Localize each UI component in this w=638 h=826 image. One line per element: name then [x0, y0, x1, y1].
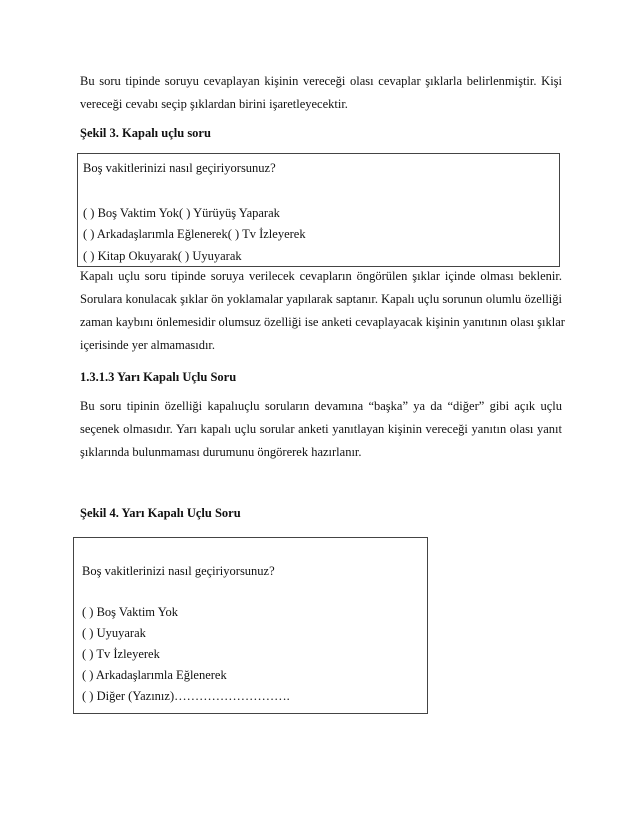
- intro-line-1: Bu soru tipinde soruyu cevaplayan kişinin vereceği olası cevaplar şıklarla belirlenmiştir. Kişi: [80, 74, 562, 88]
- semi-paragraph-line: şıklarında bulunmaması durumunu öngörerek hazırlanır.: [80, 445, 362, 459]
- figure3-option: ( ) Arkadaşlarımla Eğlenerek( ) Tv İzleyerek: [83, 227, 306, 241]
- figure3-question-box: [77, 153, 560, 267]
- section-heading: 1.3.1.3 Yarı Kapalı Uçlu Soru: [80, 370, 237, 384]
- semi-paragraph-line: Bu soru tipinin özelliği kapalıuçlu soruların devamına “başka” ya da “diğer” gibi açık uçlu: [80, 399, 562, 413]
- closed-paragraph-line: zaman kaybını önlemesidir olumsuz özelliği ise anketi cevaplayacak kişinin yanıtının olası şıklar: [80, 315, 565, 329]
- semi-paragraph-line: seçenek olmasıdır. Yarı kapalı uçlu sorular anketi yanıtlayan kişinin vereceği yanıtın olası yanıt: [80, 422, 562, 436]
- figure4-option: ( ) Arkadaşlarımla Eğlenerek: [82, 668, 227, 682]
- figure3-caption: Şekil 3. Kapalı uçlu soru: [80, 126, 211, 140]
- closed-paragraph-line: Sorulara konulacak şıklar ön yoklamalar yapılarak saptanır. Kapalı uçlu sorunun olumlu özelliği: [80, 292, 562, 306]
- figure4-option: ( ) Tv İzleyerek: [82, 647, 160, 661]
- figure4-option: ( ) Uyuyarak: [82, 626, 146, 640]
- figure3-question: Boş vakitlerinizi nasıl geçiriyorsunuz?: [83, 161, 276, 175]
- closed-paragraph-line: içerisinde yer almamasıdır.: [80, 338, 216, 352]
- figure3-option: ( ) Boş Vaktim Yok( ) Yürüyüş Yaparak: [83, 206, 280, 220]
- figure4-caption: Şekil 4. Yarı Kapalı Uçlu Soru: [80, 506, 241, 520]
- figure4-question-box: [73, 537, 428, 714]
- figure4-option: ( ) Boş Vaktim Yok: [82, 605, 178, 619]
- figure4-question: Boş vakitlerinizi nasıl geçiriyorsunuz?: [82, 564, 275, 578]
- closed-paragraph-line: Kapalı uçlu soru tipinde soruya verilecek cevapların öngörülen şıklar içinde olması beklenir.: [80, 269, 562, 283]
- figure4-option: ( ) Diğer (Yazınız)……………………….: [82, 689, 290, 703]
- figure3-option: ( ) Kitap Okuyarak( ) Uyuyarak: [83, 249, 242, 263]
- intro-line-2: vereceği cevabı seçip şıklardan birini işaretleyecektir.: [80, 97, 348, 111]
